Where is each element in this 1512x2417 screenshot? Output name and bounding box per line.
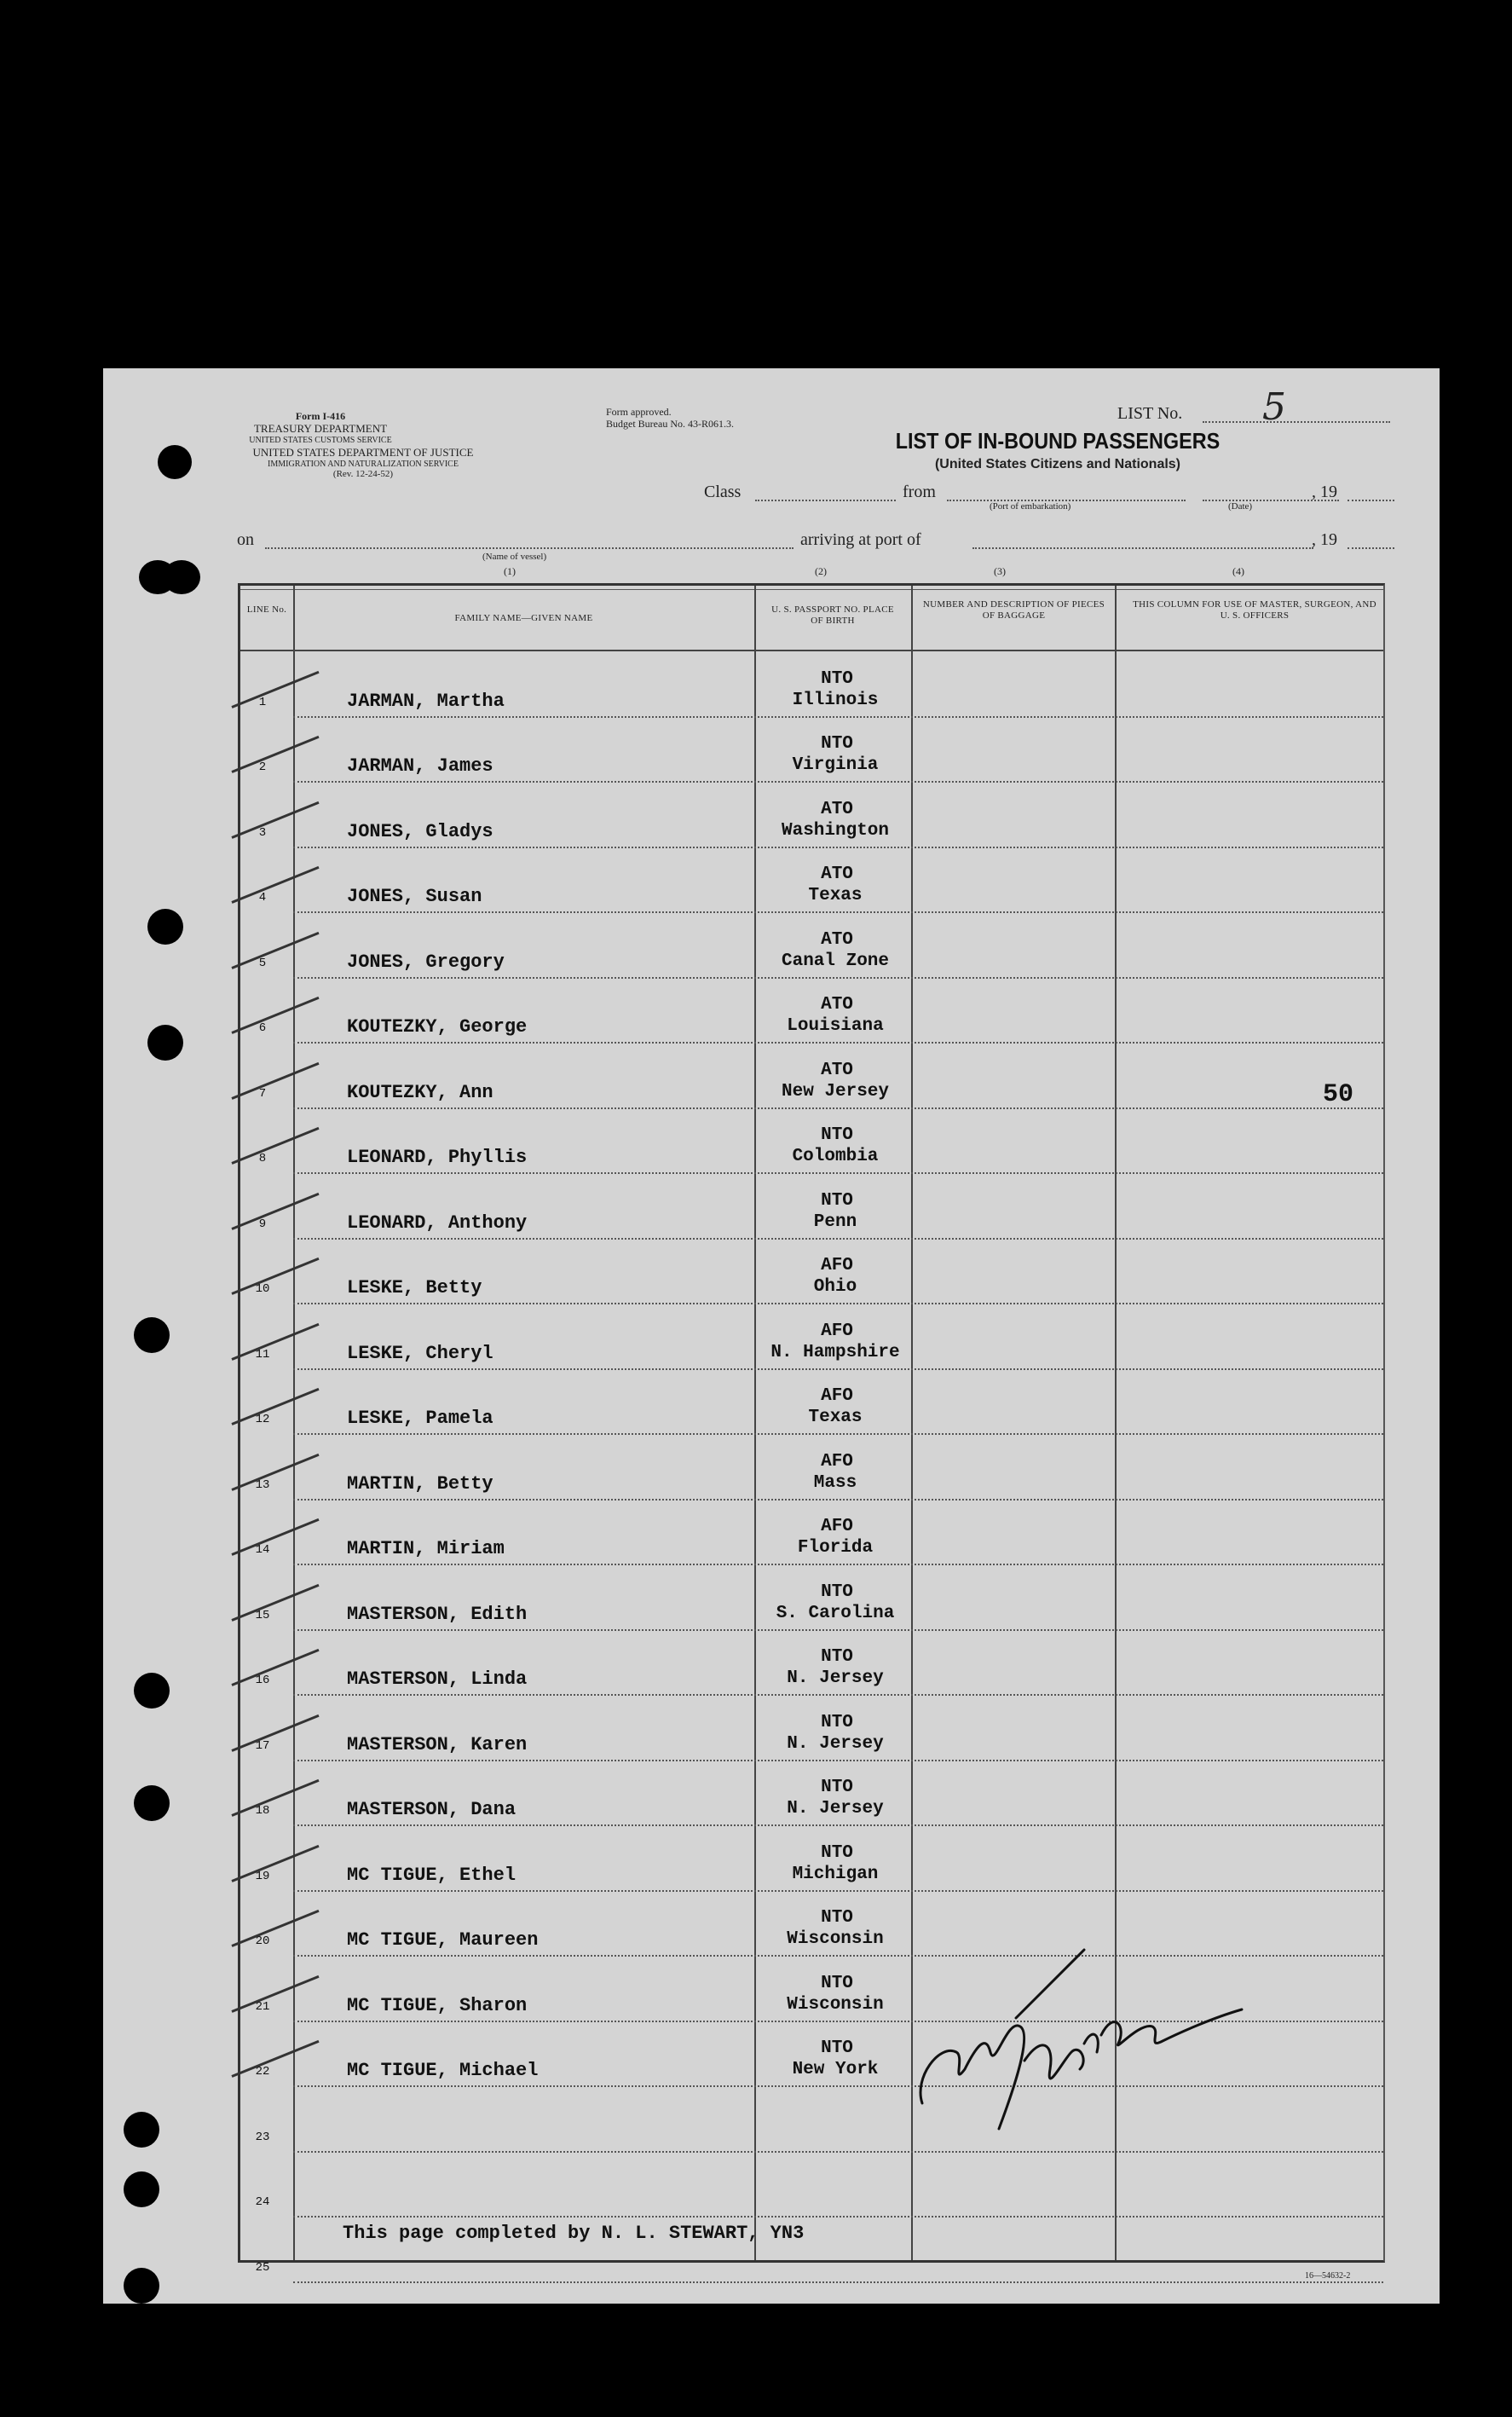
- inspector-signature: [905, 1941, 1280, 2146]
- col-divider: [293, 586, 295, 2260]
- passenger-name: LESKE, Cheryl: [347, 1342, 493, 1364]
- form-approved: Form approved.: [606, 406, 672, 418]
- port-embark-caption: (Port of embarkation): [990, 501, 1071, 512]
- passenger-name: MC TIGUE, Sharon: [347, 1994, 528, 2016]
- line-number: 8: [258, 1152, 267, 1165]
- class-line: [755, 500, 896, 501]
- passenger-name: JONES, Gladys: [347, 820, 493, 842]
- line-number: 15: [255, 1608, 270, 1622]
- header-passport: U. S. PASSPORT NO. PLACE OF BIRTH: [771, 604, 894, 627]
- line-number: 25: [255, 2260, 270, 2275]
- place-of-birth: New York: [792, 2060, 879, 2079]
- line-number: 1: [258, 695, 267, 709]
- line-number: 19: [255, 1869, 270, 1883]
- passport-code: ATO: [821, 1060, 853, 1080]
- place-of-birth: Wisconsin: [787, 1929, 884, 1949]
- ins-service: IMMIGRATION AND NATURALIZATION SERVICE: [268, 459, 459, 469]
- passport-code: NTO: [821, 1125, 853, 1145]
- punch-hole: [134, 1317, 170, 1353]
- row-rule: [293, 1368, 1383, 1370]
- row-rule: [293, 2281, 1383, 2283]
- line-number: 3: [258, 825, 267, 840]
- passenger-name: JONES, Susan: [347, 886, 482, 907]
- completed-by: This page completed by N. L. STEWART, YN3: [343, 2223, 805, 2244]
- list-number-value: 5: [1262, 385, 1286, 429]
- punch-hole: [134, 1673, 170, 1709]
- row-rule: [293, 716, 1383, 718]
- line-number: 2: [258, 760, 267, 774]
- print-code: 16—54632-2: [1305, 2271, 1351, 2281]
- row-rule: [293, 1890, 1383, 1892]
- header-divider: [240, 650, 1383, 651]
- place-of-birth: Colombia: [792, 1147, 879, 1166]
- row-rule: [293, 781, 1383, 783]
- place-of-birth: Washington: [781, 820, 890, 841]
- passport-code: NTO: [821, 1712, 853, 1732]
- row-rule: [293, 1499, 1383, 1501]
- place-of-birth: Penn: [813, 1211, 857, 1232]
- passport-code: ATO: [821, 799, 853, 819]
- passenger-name: MARTIN, Miriam: [347, 1538, 505, 1559]
- year-line-1: [1348, 500, 1394, 501]
- passenger-name: JARMAN, Martha: [347, 690, 505, 712]
- year-label-1: , 19: [1312, 483, 1337, 501]
- row-rule: [293, 847, 1383, 848]
- row-rule: [293, 1107, 1383, 1109]
- punch-hole: [124, 2268, 159, 2304]
- place-of-birth: Mass: [813, 1472, 857, 1493]
- treasury-dept: TREASURY DEPARTMENT: [253, 421, 388, 435]
- col-num-3: (3): [994, 565, 1006, 577]
- passenger-table: [238, 583, 1385, 2275]
- place-of-birth: Canal Zone: [781, 951, 890, 971]
- passenger-name: LESKE, Betty: [347, 1277, 482, 1298]
- row-rule: [293, 911, 1383, 913]
- punch-hole: [134, 1785, 170, 1821]
- place-of-birth: New Jersey: [781, 1081, 890, 1102]
- passport-code: ATO: [821, 995, 853, 1015]
- place-of-birth: Ohio: [813, 1277, 857, 1297]
- line-number: 12: [255, 1413, 270, 1426]
- place-of-birth: Illinois: [792, 690, 879, 710]
- passenger-name: MARTIN, Betty: [347, 1472, 493, 1495]
- form-sheet: [103, 368, 1440, 2304]
- passport-code: NTO: [821, 1190, 853, 1211]
- passport-code: NTO: [821, 1842, 853, 1863]
- place-of-birth: N. Jersey: [787, 1733, 884, 1754]
- passport-code: NTO: [821, 1973, 853, 1993]
- row-rule: [293, 1629, 1383, 1631]
- line-number: 13: [255, 1477, 270, 1492]
- passenger-name: JARMAN, James: [347, 755, 493, 777]
- place-of-birth: N. Jersey: [787, 1799, 884, 1819]
- header-baggage: NUMBER AND DESCRIPTION OF PIECES OF BAGGAGE: [922, 599, 1105, 622]
- col-num-4: (4): [1232, 565, 1244, 577]
- passenger-name: MC TIGUE, Maureen: [347, 1929, 539, 1951]
- passenger-name: KOUTEZKY, Ann: [347, 1081, 493, 1103]
- line-number: 24: [255, 2195, 270, 2209]
- punch-hole: [158, 445, 192, 479]
- punch-hole: [124, 2171, 159, 2207]
- line-number: 5: [258, 956, 267, 970]
- line-number: 11: [255, 1347, 270, 1362]
- line-number: 21: [255, 1999, 270, 2014]
- passport-code: ATO: [821, 864, 853, 884]
- place-of-birth: Virginia: [792, 755, 879, 775]
- row-rule: [293, 1238, 1383, 1240]
- punch-hole: [163, 560, 200, 594]
- passport-code: AFO: [821, 1451, 853, 1472]
- header-officers: THIS COLUMN FOR USE OF MASTER, SURGEON, AND U. S. OFFICERS: [1133, 599, 1376, 622]
- arriving-label: arriving at port of: [800, 530, 921, 549]
- passport-code: NTO: [821, 1647, 853, 1667]
- punch-hole: [147, 1025, 183, 1061]
- place-of-birth: Florida: [797, 1538, 874, 1558]
- row-rule: [293, 1303, 1383, 1304]
- vessel-line: [265, 547, 794, 549]
- passport-code: NTO: [821, 1908, 853, 1928]
- line-number: 7: [258, 1086, 267, 1101]
- place-of-birth: S. Carolina: [776, 1603, 895, 1623]
- class-label: Class: [704, 483, 742, 501]
- punch-hole: [147, 909, 183, 945]
- passport-code: AFO: [821, 1321, 853, 1341]
- row-rule: [293, 1564, 1383, 1565]
- line-number: 9: [258, 1217, 267, 1231]
- form-number: Form I-416: [295, 410, 346, 422]
- list-number-line: [1203, 421, 1390, 423]
- justice-block: [227, 447, 499, 480]
- officer-note: 50: [1323, 1080, 1354, 1109]
- passenger-name: LESKE, Pamela: [347, 1408, 493, 1429]
- row-rule: [293, 1760, 1383, 1761]
- place-of-birth: Texas: [808, 886, 863, 905]
- line-number: 16: [255, 1674, 270, 1687]
- punch-hole: [124, 2112, 159, 2148]
- place-of-birth: Michigan: [792, 1864, 879, 1884]
- on-label: on: [237, 530, 254, 549]
- port-arrival-line: [972, 547, 1313, 549]
- justice-dept: UNITED STATES DEPARTMENT OF JUSTICE: [252, 446, 474, 459]
- passport-code: NTO: [821, 1778, 853, 1797]
- passenger-name: MC TIGUE, Ethel: [347, 1864, 517, 1886]
- line-number: 17: [255, 1738, 270, 1753]
- budget-bureau: Budget Bureau No. 43-R061.3.: [606, 417, 734, 430]
- passenger-name: KOUTEZKY, George: [347, 1016, 528, 1038]
- year-line-2: [1348, 547, 1394, 549]
- passport-code: AFO: [821, 1256, 853, 1275]
- passport-code: AFO: [821, 1517, 853, 1536]
- row-rule: [293, 2151, 1383, 2153]
- agency-block: [222, 411, 418, 445]
- passenger-name: MC TIGUE, Michael: [347, 2060, 539, 2081]
- line-number: 20: [255, 1934, 270, 1948]
- passenger-name: JONES, Gregory: [347, 951, 505, 973]
- passenger-name: LEONARD, Phyllis: [347, 1147, 528, 1168]
- list-number-label: LIST No.: [1117, 404, 1183, 423]
- revision: (Rev. 12-24-52): [332, 469, 394, 480]
- customs-service: UNITED STATES CUSTOMS SERVICE: [249, 435, 392, 445]
- place-of-birth: N. Hampshire: [770, 1342, 900, 1362]
- place-of-birth: Wisconsin: [787, 1994, 884, 2015]
- line-number: 4: [258, 891, 267, 905]
- row-rule: [293, 1694, 1383, 1696]
- passport-code: NTO: [821, 734, 853, 754]
- line-number: 10: [255, 1282, 270, 1296]
- passport-code: ATO: [821, 929, 853, 950]
- place-of-birth: Louisiana: [787, 1016, 884, 1036]
- line-number: 6: [258, 1021, 267, 1035]
- passenger-name: MASTERSON, Dana: [347, 1799, 517, 1820]
- page-subtitle: (United States Citizens and Nationals): [934, 457, 1181, 471]
- page-title: LIST OF IN-BOUND PASSENGERS: [895, 428, 1221, 454]
- line-number: 23: [255, 2130, 270, 2144]
- header-line-no: LINE No.: [246, 604, 287, 615]
- row-rule: [293, 977, 1383, 979]
- row-rule: [293, 1433, 1383, 1435]
- row-rule: [293, 1172, 1383, 1174]
- passenger-name: MASTERSON, Linda: [347, 1668, 528, 1690]
- row-rule: [293, 1042, 1383, 1044]
- passport-code: AFO: [821, 1386, 853, 1406]
- passport-code: NTO: [821, 1581, 853, 1602]
- vessel-caption: (Name of vessel): [482, 552, 547, 562]
- header-name: FAMILY NAME—GIVEN NAME: [454, 613, 593, 623]
- passport-code: NTO: [821, 2038, 853, 2058]
- line-number: 18: [255, 1804, 270, 1818]
- passenger-name: MASTERSON, Karen: [347, 1733, 528, 1755]
- col-num-1: (1): [504, 565, 516, 577]
- col-num-2: (2): [815, 565, 827, 577]
- place-of-birth: N. Jersey: [787, 1668, 884, 1688]
- row-rule: [293, 1824, 1383, 1826]
- passenger-name: LEONARD, Anthony: [347, 1211, 528, 1234]
- passport-code: NTO: [821, 668, 853, 689]
- line-number: 14: [255, 1543, 270, 1557]
- approval-block: [606, 407, 734, 431]
- date-caption: (Date): [1228, 501, 1253, 512]
- place-of-birth: Texas: [808, 1408, 863, 1427]
- passenger-name: MASTERSON, Edith: [347, 1603, 528, 1625]
- row-rule: [293, 2216, 1383, 2218]
- line-number: 22: [255, 2065, 270, 2079]
- from-label: from: [903, 483, 936, 501]
- year-label-2: , 19: [1312, 530, 1337, 549]
